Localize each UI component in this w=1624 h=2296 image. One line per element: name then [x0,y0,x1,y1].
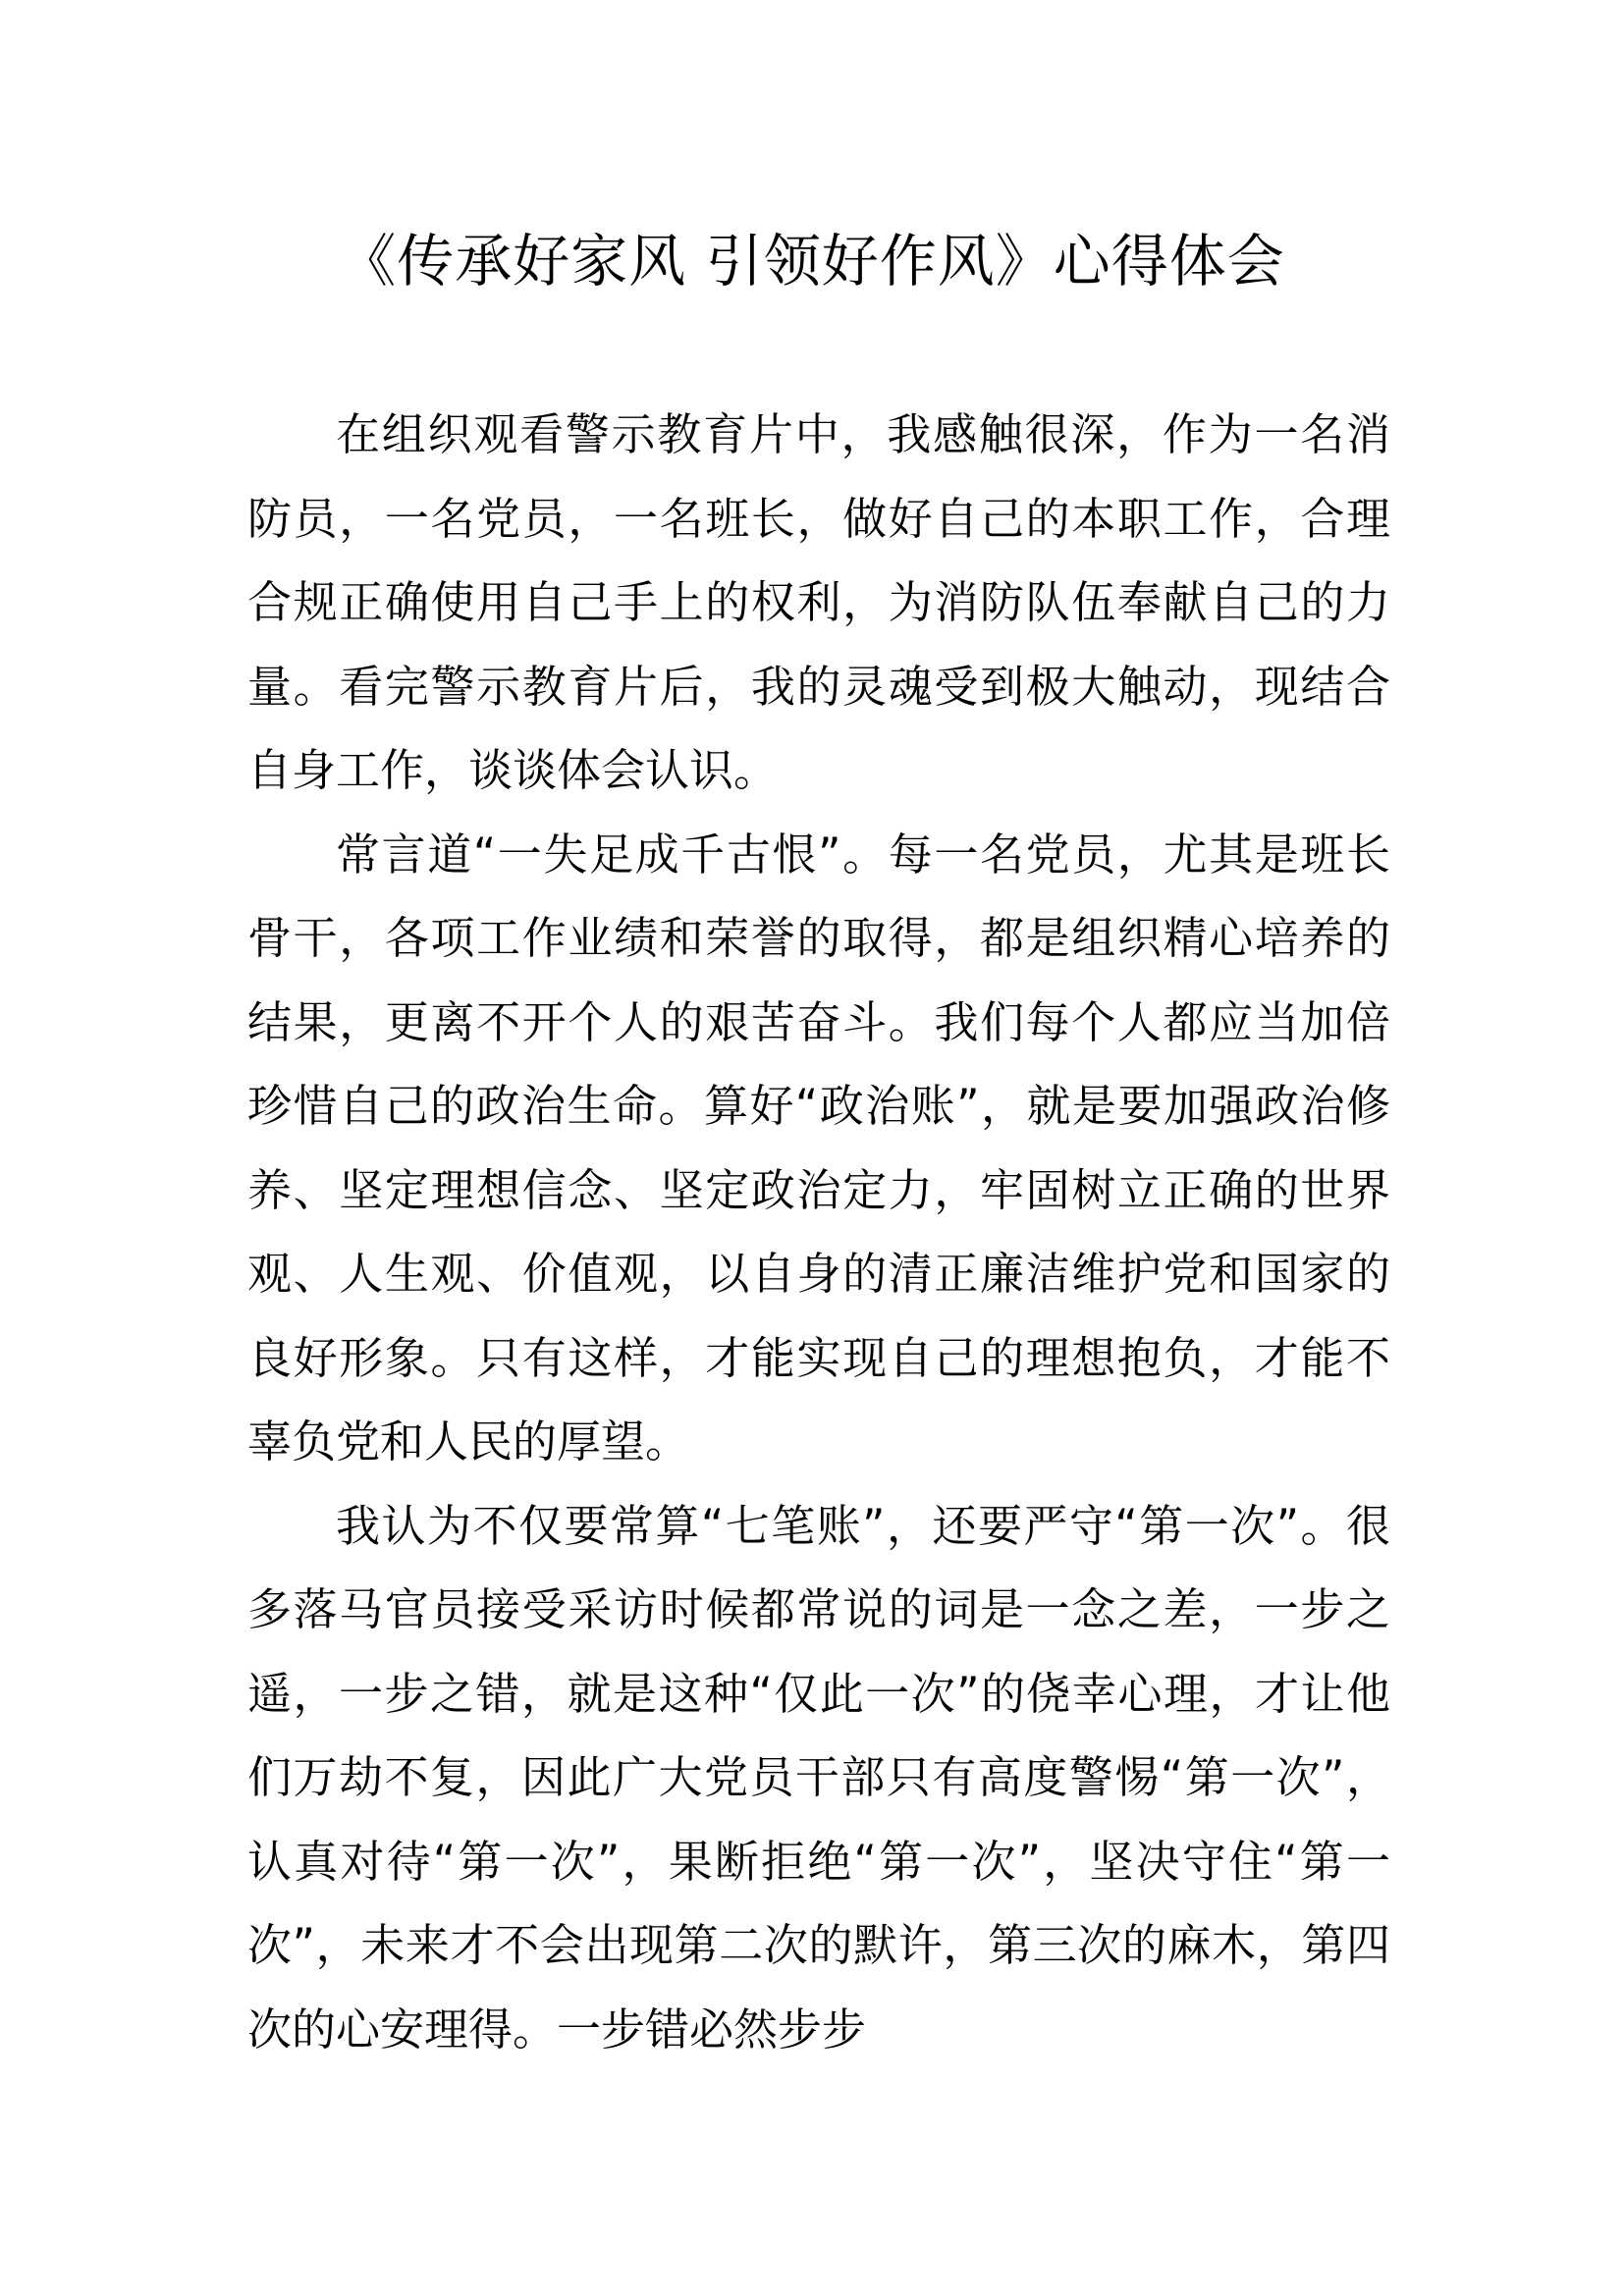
paragraph-2: 常言道“一失足成千古恨”。每一名党员，尤其是班长骨干，各项工作业绩和荣誉的取得，都是组织精心培养的结果，更离不开个人的艰苦奋斗。我们每个人都应当加倍珍惜自己的政治生命。算好“政治账”，就是要加强政治修养、坚定理想信念、坚定政治定力，牢固树立正确的世界观、人生观、价值观，以自身的清正廉洁维护党和国家的良好形象。只有这样，才能实现自己的理想抱负，才能不辜负党和人民的厚望。 [247,828,1390,1468]
paragraph-3: 我认为不仅要常算“七笔账”，还要严守“第一次”。很多落马官员接受采访时候都常说的词是一念之差，一步之遥，一步之错，就是这种“仅此一次”的侥幸心理，才让他们万劫不复，因此广大党员干部只有高度警惕“第一次”，认真对待“第一次”，果断拒绝“第一次”，坚决守住“第一次”，未来才不会出现第二次的默许，第三次的麻木，第四次的心安理得。一步错必然步步 [247,1499,1390,2056]
document-title: 《传承好家风 引领好作风》心得体会 [339,228,1285,294]
paragraph-1: 在组织观看警示教育片中，我感触很深，作为一名消防员，一名党员，一名班长，做好自己的本职工作，合理合规正确使用自己手上的权利，为消防队伍奉献自己的力量。看完警示教育片后，我的灵魂受到极大触动，现结合自身工作，谈谈体会认识。 [247,408,1390,796]
document-body [247,393,1390,2071]
